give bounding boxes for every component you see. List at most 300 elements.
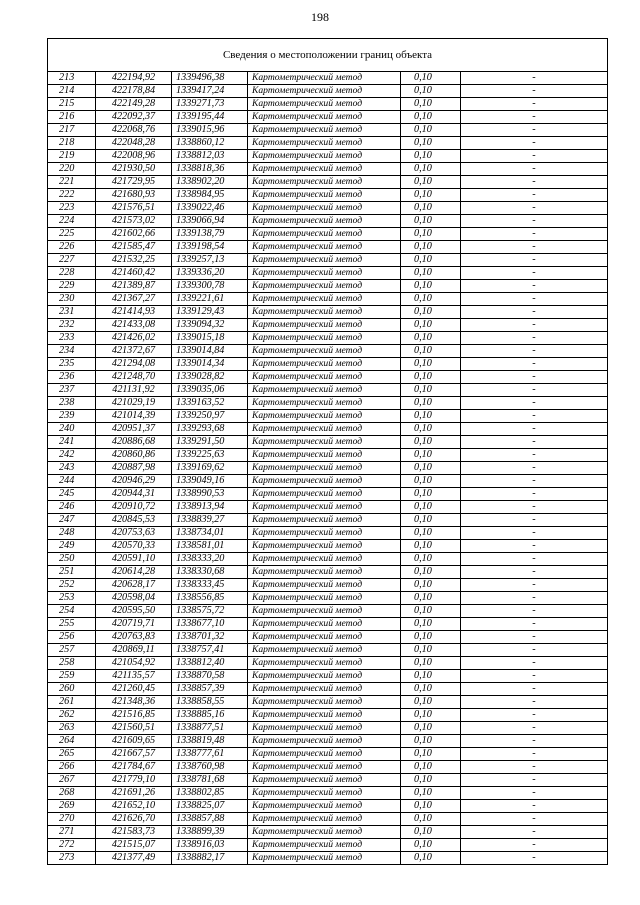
y-coordinate-cell: 1339300,78 bbox=[172, 280, 248, 293]
method-cell: Картометрический метод bbox=[248, 683, 401, 696]
point-number-cell: 231 bbox=[48, 306, 96, 319]
precision-cell: 0,10 bbox=[401, 735, 461, 748]
y-coordinate-cell: 1339221,61 bbox=[172, 293, 248, 306]
point-number-cell: 266 bbox=[48, 761, 96, 774]
precision-cell: 0,10 bbox=[401, 683, 461, 696]
point-number-cell: 217 bbox=[48, 124, 96, 137]
point-number-cell: 259 bbox=[48, 670, 96, 683]
description-cell: - bbox=[461, 514, 608, 527]
y-coordinate-cell: 1338333,45 bbox=[172, 579, 248, 592]
x-coordinate-cell: 420845,53 bbox=[96, 514, 172, 527]
method-cell: Картометрический метод bbox=[248, 657, 401, 670]
method-cell: Картометрический метод bbox=[248, 592, 401, 605]
table-row bbox=[48, 345, 608, 358]
table-row bbox=[48, 397, 608, 410]
table-row bbox=[48, 371, 608, 384]
method-cell: Картометрический метод bbox=[248, 410, 401, 423]
x-coordinate-cell: 420598,04 bbox=[96, 592, 172, 605]
method-cell: Картометрический метод bbox=[248, 800, 401, 813]
table-row bbox=[48, 189, 608, 202]
x-coordinate-cell: 421515,07 bbox=[96, 839, 172, 852]
y-coordinate-cell: 1338581,01 bbox=[172, 540, 248, 553]
table-row bbox=[48, 722, 608, 735]
precision-cell: 0,10 bbox=[401, 800, 461, 813]
method-cell: Картометрический метод bbox=[248, 241, 401, 254]
y-coordinate-cell: 1339014,34 bbox=[172, 358, 248, 371]
precision-cell: 0,10 bbox=[401, 462, 461, 475]
description-cell: - bbox=[461, 657, 608, 670]
description-cell: - bbox=[461, 579, 608, 592]
precision-cell: 0,10 bbox=[401, 787, 461, 800]
x-coordinate-cell: 421029,19 bbox=[96, 397, 172, 410]
method-cell: Картометрический метод bbox=[248, 111, 401, 124]
y-coordinate-cell: 1338760,98 bbox=[172, 761, 248, 774]
method-cell: Картометрический метод bbox=[248, 85, 401, 98]
y-coordinate-cell: 1339066,94 bbox=[172, 215, 248, 228]
description-cell: - bbox=[461, 644, 608, 657]
x-coordinate-cell: 420753,63 bbox=[96, 527, 172, 540]
method-cell: Картометрический метод bbox=[248, 761, 401, 774]
method-cell: Картометрический метод bbox=[248, 852, 401, 865]
x-coordinate-cell: 421135,57 bbox=[96, 670, 172, 683]
method-cell: Картометрический метод bbox=[248, 748, 401, 761]
point-number-cell: 271 bbox=[48, 826, 96, 839]
precision-cell: 0,10 bbox=[401, 540, 461, 553]
x-coordinate-cell: 422092,37 bbox=[96, 111, 172, 124]
table-row bbox=[48, 553, 608, 566]
point-number-cell: 229 bbox=[48, 280, 96, 293]
precision-cell: 0,10 bbox=[401, 319, 461, 332]
y-coordinate-cell: 1338902,20 bbox=[172, 176, 248, 189]
description-cell: - bbox=[461, 670, 608, 683]
y-coordinate-cell: 1339049,16 bbox=[172, 475, 248, 488]
description-cell: - bbox=[461, 813, 608, 826]
method-cell: Картометрический метод bbox=[248, 345, 401, 358]
point-number-cell: 237 bbox=[48, 384, 96, 397]
y-coordinate-cell: 1338781,68 bbox=[172, 774, 248, 787]
precision-cell: 0,10 bbox=[401, 254, 461, 267]
method-cell: Картометрический метод bbox=[248, 163, 401, 176]
description-cell: - bbox=[461, 826, 608, 839]
y-coordinate-cell: 1338984,95 bbox=[172, 189, 248, 202]
precision-cell: 0,10 bbox=[401, 644, 461, 657]
description-cell: - bbox=[461, 319, 608, 332]
table-row bbox=[48, 384, 608, 397]
precision-cell: 0,10 bbox=[401, 761, 461, 774]
precision-cell: 0,10 bbox=[401, 852, 461, 865]
y-coordinate-cell: 1339094,32 bbox=[172, 319, 248, 332]
table-row bbox=[48, 124, 608, 137]
y-coordinate-cell: 1339028,82 bbox=[172, 371, 248, 384]
y-coordinate-cell: 1339195,44 bbox=[172, 111, 248, 124]
precision-cell: 0,10 bbox=[401, 267, 461, 280]
description-cell: - bbox=[461, 423, 608, 436]
y-coordinate-cell: 1338701,32 bbox=[172, 631, 248, 644]
precision-cell: 0,10 bbox=[401, 748, 461, 761]
table-row bbox=[48, 241, 608, 254]
method-cell: Картометрический метод bbox=[248, 176, 401, 189]
table-row bbox=[48, 813, 608, 826]
x-coordinate-cell: 420628,17 bbox=[96, 579, 172, 592]
description-cell: - bbox=[461, 462, 608, 475]
method-cell: Картометрический метод bbox=[248, 527, 401, 540]
method-cell: Картометрический метод bbox=[248, 644, 401, 657]
point-number-cell: 250 bbox=[48, 553, 96, 566]
y-coordinate-cell: 1339336,20 bbox=[172, 267, 248, 280]
table-row bbox=[48, 774, 608, 787]
x-coordinate-cell: 421377,49 bbox=[96, 852, 172, 865]
point-number-cell: 243 bbox=[48, 462, 96, 475]
point-number-cell: 215 bbox=[48, 98, 96, 111]
table-row bbox=[48, 150, 608, 163]
table-row bbox=[48, 839, 608, 852]
method-cell: Картометрический метод bbox=[248, 735, 401, 748]
precision-cell: 0,10 bbox=[401, 306, 461, 319]
method-cell: Картометрический метод bbox=[248, 397, 401, 410]
method-cell: Картометрический метод bbox=[248, 384, 401, 397]
point-number-cell: 234 bbox=[48, 345, 96, 358]
x-coordinate-cell: 420719,71 bbox=[96, 618, 172, 631]
x-coordinate-cell: 421680,93 bbox=[96, 189, 172, 202]
y-coordinate-cell: 1338757,41 bbox=[172, 644, 248, 657]
x-coordinate-cell: 420591,10 bbox=[96, 553, 172, 566]
description-cell: - bbox=[461, 267, 608, 280]
table-row bbox=[48, 709, 608, 722]
method-cell: Картометрический метод bbox=[248, 254, 401, 267]
x-coordinate-cell: 422178,84 bbox=[96, 85, 172, 98]
point-number-cell: 228 bbox=[48, 267, 96, 280]
precision-cell: 0,10 bbox=[401, 98, 461, 111]
method-cell: Картометрический метод bbox=[248, 540, 401, 553]
page-number: 198 bbox=[311, 10, 329, 24]
description-cell: - bbox=[461, 761, 608, 774]
x-coordinate-cell: 420944,31 bbox=[96, 488, 172, 501]
y-coordinate-cell: 1338857,39 bbox=[172, 683, 248, 696]
description-cell: - bbox=[461, 163, 608, 176]
description-cell: - bbox=[461, 215, 608, 228]
method-cell: Картометрический метод bbox=[248, 670, 401, 683]
precision-cell: 0,10 bbox=[401, 189, 461, 202]
y-coordinate-cell: 1338812,40 bbox=[172, 657, 248, 670]
description-cell: - bbox=[461, 280, 608, 293]
y-coordinate-cell: 1339014,84 bbox=[172, 345, 248, 358]
y-coordinate-cell: 1339291,50 bbox=[172, 436, 248, 449]
method-cell: Картометрический метод bbox=[248, 137, 401, 150]
precision-cell: 0,10 bbox=[401, 85, 461, 98]
precision-cell: 0,10 bbox=[401, 722, 461, 735]
description-cell: - bbox=[461, 85, 608, 98]
description-cell: - bbox=[461, 137, 608, 150]
x-coordinate-cell: 421573,02 bbox=[96, 215, 172, 228]
method-cell: Картометрический метод bbox=[248, 475, 401, 488]
y-coordinate-cell: 1339163,52 bbox=[172, 397, 248, 410]
table-row bbox=[48, 800, 608, 813]
x-coordinate-cell: 421348,36 bbox=[96, 696, 172, 709]
description-cell: - bbox=[461, 709, 608, 722]
y-coordinate-cell: 1339015,96 bbox=[172, 124, 248, 137]
description-cell: - bbox=[461, 358, 608, 371]
description-cell: - bbox=[461, 410, 608, 423]
point-number-cell: 230 bbox=[48, 293, 96, 306]
table-row bbox=[48, 228, 608, 241]
point-number-cell: 252 bbox=[48, 579, 96, 592]
description-cell: - bbox=[461, 397, 608, 410]
description-cell: - bbox=[461, 202, 608, 215]
method-cell: Картометрический метод bbox=[248, 826, 401, 839]
precision-cell: 0,10 bbox=[401, 566, 461, 579]
precision-cell: 0,10 bbox=[401, 696, 461, 709]
method-cell: Картометрический метод bbox=[248, 358, 401, 371]
precision-cell: 0,10 bbox=[401, 410, 461, 423]
x-coordinate-cell: 421367,27 bbox=[96, 293, 172, 306]
x-coordinate-cell: 420869,11 bbox=[96, 644, 172, 657]
precision-cell: 0,10 bbox=[401, 150, 461, 163]
precision-cell: 0,10 bbox=[401, 813, 461, 826]
point-number-cell: 269 bbox=[48, 800, 96, 813]
precision-cell: 0,10 bbox=[401, 826, 461, 839]
table-row bbox=[48, 293, 608, 306]
y-coordinate-cell: 1338734,01 bbox=[172, 527, 248, 540]
precision-cell: 0,10 bbox=[401, 449, 461, 462]
table-row bbox=[48, 852, 608, 865]
y-coordinate-cell: 1338860,12 bbox=[172, 137, 248, 150]
table-row bbox=[48, 514, 608, 527]
y-coordinate-cell: 1339169,62 bbox=[172, 462, 248, 475]
x-coordinate-cell: 420860,86 bbox=[96, 449, 172, 462]
y-coordinate-cell: 1339138,79 bbox=[172, 228, 248, 241]
y-coordinate-cell: 1338802,85 bbox=[172, 787, 248, 800]
description-cell: - bbox=[461, 618, 608, 631]
table-row bbox=[48, 449, 608, 462]
precision-cell: 0,10 bbox=[401, 579, 461, 592]
description-cell: - bbox=[461, 176, 608, 189]
point-number-cell: 251 bbox=[48, 566, 96, 579]
y-coordinate-cell: 1339035,06 bbox=[172, 384, 248, 397]
description-cell: - bbox=[461, 345, 608, 358]
description-cell: - bbox=[461, 592, 608, 605]
point-number-cell: 258 bbox=[48, 657, 96, 670]
precision-cell: 0,10 bbox=[401, 332, 461, 345]
description-cell: - bbox=[461, 631, 608, 644]
precision-cell: 0,10 bbox=[401, 631, 461, 644]
point-number-cell: 226 bbox=[48, 241, 96, 254]
table-row bbox=[48, 306, 608, 319]
x-coordinate-cell: 421260,45 bbox=[96, 683, 172, 696]
point-number-cell: 216 bbox=[48, 111, 96, 124]
table-row bbox=[48, 436, 608, 449]
method-cell: Картометрический метод bbox=[248, 293, 401, 306]
x-coordinate-cell: 420763,83 bbox=[96, 631, 172, 644]
point-number-cell: 213 bbox=[48, 72, 96, 85]
method-cell: Картометрический метод bbox=[248, 839, 401, 852]
description-cell: - bbox=[461, 735, 608, 748]
point-number-cell: 247 bbox=[48, 514, 96, 527]
description-cell: - bbox=[461, 189, 608, 202]
table-row bbox=[48, 787, 608, 800]
y-coordinate-cell: 1338818,36 bbox=[172, 163, 248, 176]
table-row bbox=[48, 254, 608, 267]
precision-cell: 0,10 bbox=[401, 345, 461, 358]
method-cell: Картометрический метод bbox=[248, 280, 401, 293]
y-coordinate-cell: 1339417,24 bbox=[172, 85, 248, 98]
precision-cell: 0,10 bbox=[401, 423, 461, 436]
x-coordinate-cell: 421560,51 bbox=[96, 722, 172, 735]
method-cell: Картометрический метод bbox=[248, 462, 401, 475]
x-coordinate-cell: 420910,72 bbox=[96, 501, 172, 514]
x-coordinate-cell: 421585,47 bbox=[96, 241, 172, 254]
y-coordinate-cell: 1338825,07 bbox=[172, 800, 248, 813]
description-cell: - bbox=[461, 332, 608, 345]
method-cell: Картометрический метод bbox=[248, 514, 401, 527]
point-number-cell: 260 bbox=[48, 683, 96, 696]
method-cell: Картометрический метод bbox=[248, 371, 401, 384]
table-row bbox=[48, 358, 608, 371]
point-number-cell: 241 bbox=[48, 436, 96, 449]
y-coordinate-cell: 1338819,48 bbox=[172, 735, 248, 748]
method-cell: Картометрический метод bbox=[248, 553, 401, 566]
x-coordinate-cell: 421667,57 bbox=[96, 748, 172, 761]
description-cell: - bbox=[461, 436, 608, 449]
point-number-cell: 240 bbox=[48, 423, 96, 436]
x-coordinate-cell: 421532,25 bbox=[96, 254, 172, 267]
method-cell: Картометрический метод bbox=[248, 813, 401, 826]
description-cell: - bbox=[461, 293, 608, 306]
description-cell: - bbox=[461, 98, 608, 111]
table-row bbox=[48, 176, 608, 189]
precision-cell: 0,10 bbox=[401, 202, 461, 215]
method-cell: Картометрический метод bbox=[248, 150, 401, 163]
point-number-cell: 257 bbox=[48, 644, 96, 657]
description-cell: - bbox=[461, 111, 608, 124]
precision-cell: 0,10 bbox=[401, 774, 461, 787]
table-row bbox=[48, 644, 608, 657]
description-cell: - bbox=[461, 722, 608, 735]
point-number-cell: 242 bbox=[48, 449, 96, 462]
x-coordinate-cell: 421779,10 bbox=[96, 774, 172, 787]
y-coordinate-cell: 1338913,94 bbox=[172, 501, 248, 514]
table-row bbox=[48, 423, 608, 436]
point-number-cell: 236 bbox=[48, 371, 96, 384]
precision-cell: 0,10 bbox=[401, 137, 461, 150]
point-number-cell: 255 bbox=[48, 618, 96, 631]
y-coordinate-cell: 1338677,10 bbox=[172, 618, 248, 631]
description-cell: - bbox=[461, 124, 608, 137]
x-coordinate-cell: 421576,51 bbox=[96, 202, 172, 215]
point-number-cell: 272 bbox=[48, 839, 96, 852]
point-number-cell: 248 bbox=[48, 527, 96, 540]
precision-cell: 0,10 bbox=[401, 605, 461, 618]
table-row bbox=[48, 826, 608, 839]
y-coordinate-cell: 1338839,27 bbox=[172, 514, 248, 527]
x-coordinate-cell: 421372,67 bbox=[96, 345, 172, 358]
table-row bbox=[48, 137, 608, 150]
y-coordinate-cell: 1338857,88 bbox=[172, 813, 248, 826]
point-number-cell: 235 bbox=[48, 358, 96, 371]
point-number-cell: 214 bbox=[48, 85, 96, 98]
method-cell: Картометрический метод bbox=[248, 72, 401, 85]
precision-cell: 0,10 bbox=[401, 670, 461, 683]
x-coordinate-cell: 421414,93 bbox=[96, 306, 172, 319]
table-row bbox=[48, 267, 608, 280]
point-number-cell: 221 bbox=[48, 176, 96, 189]
x-coordinate-cell: 422008,96 bbox=[96, 150, 172, 163]
description-cell: - bbox=[461, 501, 608, 514]
boundary-coordinates-table bbox=[47, 38, 608, 865]
precision-cell: 0,10 bbox=[401, 371, 461, 384]
method-cell: Картометрический метод bbox=[248, 124, 401, 137]
y-coordinate-cell: 1339257,13 bbox=[172, 254, 248, 267]
description-cell: - bbox=[461, 527, 608, 540]
description-cell: - bbox=[461, 566, 608, 579]
x-coordinate-cell: 421930,50 bbox=[96, 163, 172, 176]
point-number-cell: 265 bbox=[48, 748, 96, 761]
description-cell: - bbox=[461, 839, 608, 852]
method-cell: Картометрический метод bbox=[248, 605, 401, 618]
x-coordinate-cell: 421784,67 bbox=[96, 761, 172, 774]
point-number-cell: 270 bbox=[48, 813, 96, 826]
point-number-cell: 244 bbox=[48, 475, 96, 488]
method-cell: Картометрический метод bbox=[248, 722, 401, 735]
x-coordinate-cell: 421729,95 bbox=[96, 176, 172, 189]
x-coordinate-cell: 421460,42 bbox=[96, 267, 172, 280]
table-row bbox=[48, 696, 608, 709]
x-coordinate-cell: 421426,02 bbox=[96, 332, 172, 345]
x-coordinate-cell: 421433,08 bbox=[96, 319, 172, 332]
x-coordinate-cell: 421516,85 bbox=[96, 709, 172, 722]
precision-cell: 0,10 bbox=[401, 124, 461, 137]
table-row bbox=[48, 202, 608, 215]
precision-cell: 0,10 bbox=[401, 111, 461, 124]
table-row bbox=[48, 488, 608, 501]
description-cell: - bbox=[461, 150, 608, 163]
point-number-cell: 254 bbox=[48, 605, 96, 618]
point-number-cell: 239 bbox=[48, 410, 96, 423]
method-cell: Картометрический метод bbox=[248, 709, 401, 722]
description-cell: - bbox=[461, 540, 608, 553]
precision-cell: 0,10 bbox=[401, 384, 461, 397]
method-cell: Картометрический метод bbox=[248, 787, 401, 800]
y-coordinate-cell: 1339129,43 bbox=[172, 306, 248, 319]
point-number-cell: 227 bbox=[48, 254, 96, 267]
y-coordinate-cell: 1339271,73 bbox=[172, 98, 248, 111]
point-number-cell: 262 bbox=[48, 709, 96, 722]
description-cell: - bbox=[461, 241, 608, 254]
method-cell: Картометрический метод bbox=[248, 696, 401, 709]
method-cell: Картометрический метод bbox=[248, 423, 401, 436]
y-coordinate-cell: 1338330,68 bbox=[172, 566, 248, 579]
y-coordinate-cell: 1339022,46 bbox=[172, 202, 248, 215]
point-number-cell: 233 bbox=[48, 332, 96, 345]
y-coordinate-cell: 1338877,51 bbox=[172, 722, 248, 735]
table-row bbox=[48, 605, 608, 618]
method-cell: Картометрический метод bbox=[248, 202, 401, 215]
method-cell: Картометрический метод bbox=[248, 579, 401, 592]
y-coordinate-cell: 1338858,55 bbox=[172, 696, 248, 709]
x-coordinate-cell: 421609,65 bbox=[96, 735, 172, 748]
table-row bbox=[48, 215, 608, 228]
table-body bbox=[48, 72, 608, 865]
table-row bbox=[48, 683, 608, 696]
table-row bbox=[48, 670, 608, 683]
method-cell: Картометрический метод bbox=[248, 449, 401, 462]
point-number-cell: 264 bbox=[48, 735, 96, 748]
method-cell: Картометрический метод bbox=[248, 332, 401, 345]
method-cell: Картометрический метод bbox=[248, 228, 401, 241]
y-coordinate-cell: 1338870,58 bbox=[172, 670, 248, 683]
point-number-cell: 232 bbox=[48, 319, 96, 332]
point-number-cell: 218 bbox=[48, 137, 96, 150]
point-number-cell: 263 bbox=[48, 722, 96, 735]
